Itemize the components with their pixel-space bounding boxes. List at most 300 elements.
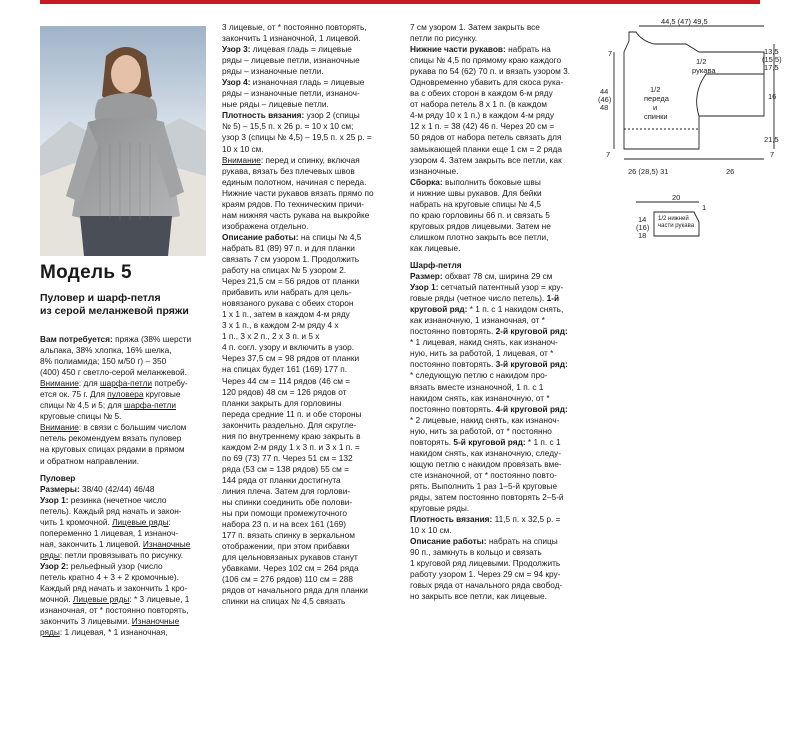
text-run: потребу-	[152, 378, 188, 389]
text-run: и нижние швы рукавов. Для бейки	[410, 187, 542, 198]
text-run: повторять.	[410, 436, 454, 447]
text-line	[222, 563, 394, 574]
text-line	[222, 519, 394, 530]
text-line	[40, 539, 206, 550]
bold-label: Узор 3:	[222, 44, 251, 55]
text-run: говые ряды (четное число петель).	[410, 293, 547, 304]
text-line	[222, 287, 394, 298]
text-line	[410, 459, 578, 470]
text-run: * 1 лицевая, накид снять, как изнаноч-	[410, 337, 558, 348]
text-run: 10 x 10 см.	[410, 525, 452, 536]
text-run: 50 рядов от набора петель связать для	[410, 132, 562, 143]
subtitle-line: из серой меланжевой пряжи	[40, 305, 189, 317]
text-run: ва с обеих сторон в каждом 6-м ряду	[410, 88, 553, 99]
text-run: каждом 2-м ряду 1 x 3 п. и 3 x 1 п. =	[222, 441, 360, 452]
text-line	[40, 572, 206, 583]
text-line	[222, 552, 394, 563]
text-line	[410, 55, 578, 66]
bold-label: Нижние части рукавов:	[410, 44, 506, 55]
text-line	[410, 437, 578, 448]
text-run: 1 п., 3 x 2 п., 2 x 3 п. и 5 x	[222, 331, 320, 342]
text-run: набрать на спицы	[486, 536, 558, 547]
text-run: ную, нить за работой, 1 лицевая, от *	[410, 348, 554, 359]
text-line	[222, 232, 394, 243]
text-line	[40, 444, 206, 455]
text-line	[410, 326, 578, 337]
dim-lower-sleeve-length: 20	[672, 193, 681, 202]
text-line	[40, 583, 206, 594]
text-run: попеременно 1 лицевая, 1 изнаноч-	[40, 527, 179, 538]
underlined-term: Внимание	[40, 422, 79, 433]
text-line	[410, 558, 578, 569]
text-line	[222, 342, 394, 353]
underlined-term: ряды	[40, 627, 60, 638]
text-line	[40, 334, 206, 345]
text-run: закончить 3 лицевыми.	[40, 616, 132, 627]
text-run: нам нижняя часть рукава на выкройке	[222, 209, 370, 220]
label-lower-sleeve: 1/2 нижней части рукава	[658, 216, 695, 229]
text-run: планки закрыть для горловины	[222, 397, 342, 408]
text-line	[410, 569, 578, 580]
bold-label: 4-й круговой ряд:	[495, 403, 568, 414]
text-line	[222, 243, 394, 254]
underlined-term: Изнаночные	[131, 616, 180, 627]
text-line	[40, 594, 206, 605]
underlined-term: ряды	[40, 549, 60, 560]
text-run: как лицевые.	[410, 242, 461, 253]
text-line	[222, 442, 394, 453]
text-run: 10 x 10 см.	[222, 143, 264, 154]
model-subtitle	[40, 292, 210, 318]
text-run: мочной.	[40, 594, 73, 605]
underlined-term: Внимание	[40, 378, 79, 389]
text-line	[222, 210, 394, 221]
text-line	[222, 585, 394, 596]
text-line	[410, 393, 578, 404]
bold-label: Узор 1:	[40, 494, 69, 505]
text-line	[40, 495, 206, 506]
text-line	[410, 415, 578, 426]
text-run: ется ок. 75 г. Для	[40, 389, 108, 400]
text-run: 4 п. согл. узору и включить в узор.	[222, 342, 355, 353]
text-line	[222, 331, 394, 342]
text-line	[40, 605, 206, 616]
text-run: узором 4. Затем закрыть все петли, как	[410, 154, 562, 165]
text-run: изображена отдельно.	[222, 220, 309, 231]
dim-top-width: 44,5 (47) 49,5	[661, 17, 708, 26]
bold-label: 5-й круговой ряд:	[453, 436, 526, 447]
text-line	[410, 503, 578, 514]
bold-label: Вам потребуется:	[40, 334, 113, 344]
text-line	[40, 345, 206, 356]
pattern-schematic	[596, 14, 786, 254]
text-line	[410, 221, 578, 232]
text-run: ная, закончить 1 лицевой.	[40, 538, 143, 549]
underlined-term: Изнаночные	[142, 538, 191, 549]
dim-bottom-half-width: 26 (28,5) 31	[628, 167, 669, 176]
text-line	[222, 110, 394, 121]
text-run: пряжа (38% шерсти	[112, 334, 192, 344]
text-line	[222, 309, 394, 320]
text-line	[222, 55, 394, 66]
text-line	[40, 411, 206, 422]
text-run: 12 x 1 п. = 38 (42) 46 п. Через 20 см =	[410, 121, 555, 132]
bold-label: Пуловер	[40, 472, 76, 483]
text-line	[222, 166, 394, 177]
subtitle-line: Пуловер и шарф-петля	[40, 292, 161, 304]
text-run: изнаночная, от * постоянно повторять,	[40, 605, 189, 616]
text-run: 177 п. вязать спинку в зеркальном	[222, 530, 355, 541]
text-line	[222, 144, 394, 155]
text-run: на круговых спицах рядами в прямом	[40, 444, 185, 455]
text-line	[40, 367, 206, 378]
text-run: убавками. Через 102 см = 264 ряда	[222, 563, 359, 574]
model-photo	[40, 26, 206, 256]
text-run: постоянно повторять.	[410, 359, 496, 370]
text-run: петель кратно 4 + 3 + 2 кромочные).	[40, 571, 179, 582]
text-run: но закрыть все петли, как лицевые.	[410, 591, 547, 602]
text-run: ную, нить за работой, от * постоянно	[410, 425, 552, 436]
text-line	[410, 304, 578, 315]
text-run: круговые спицы № 5.	[40, 411, 122, 422]
text-line	[40, 356, 206, 367]
text-run: постоянно повторять.	[410, 403, 496, 414]
text-line	[410, 370, 578, 381]
text-run: :	[168, 516, 171, 527]
text-run: выполнить боковые швы	[442, 176, 541, 187]
text-line	[40, 389, 206, 400]
text-line	[222, 376, 394, 387]
text-run: на спицах будет 161 (169) 177 п.	[222, 364, 348, 375]
text-run: по 69 (73) 77 п. Через 51 см = 132	[222, 452, 353, 463]
text-line	[410, 199, 578, 210]
text-run: № 5) – 15,5 п. x 26 р. = 10 x 10 см;	[222, 121, 354, 132]
text-run: * 1 п. с 1 накидом снять,	[467, 304, 564, 315]
text-run: Нижние части рукавов вязать прямо по	[222, 187, 374, 198]
text-run: закончить раздельно. Для скругле-	[222, 419, 357, 430]
dim-lower-sleeve-width: 14 (16) 18	[636, 215, 650, 240]
text-line	[222, 33, 394, 44]
text-run: набрать на круговые спицы № 4,5	[410, 198, 542, 209]
text-line	[410, 580, 578, 591]
text-run: Через 37,5 см = 98 рядов от планки	[222, 353, 360, 364]
text-run: постоянно повторять.	[410, 326, 496, 337]
text-line	[410, 271, 578, 282]
text-line	[222, 420, 394, 431]
text-line	[410, 293, 578, 304]
text-run: (106 см = 276 рядов) 110 см = 288	[222, 574, 353, 585]
text-run: ряды, затем постоянно повторять 2–5-й	[410, 491, 564, 502]
text-run: сте изнаночной, от * постоянно повто-	[410, 469, 557, 480]
text-line	[222, 221, 394, 232]
text-line	[40, 506, 206, 517]
text-line	[222, 398, 394, 409]
text-run: 1 x 1 п., затем в каждом 4-м ряду	[222, 309, 350, 320]
text-run: работу узором 1. Через 29 см = 94 кру-	[410, 569, 561, 580]
dim-body-lower: 21,5	[764, 135, 779, 144]
text-run: ния по внутреннему краю закрыть в	[222, 430, 361, 441]
text-line	[40, 616, 206, 627]
text-line	[410, 88, 578, 99]
text-line	[40, 517, 206, 528]
text-run: 3 лицевые, от * постоянно повторять,	[222, 22, 367, 32]
text-run: слишком плотно закрыть все петли,	[410, 231, 549, 242]
text-line	[222, 44, 394, 55]
text-run: спицы № 4,5 по прямому краю каждого	[410, 55, 562, 66]
bold-label: круговой ряд:	[410, 304, 468, 315]
text-line	[410, 404, 578, 415]
text-run: : петли провязывать по рисунку.	[59, 549, 184, 560]
text-run: : * 3 лицевые, 1	[129, 594, 190, 605]
underlined-term: пуловера	[107, 389, 144, 400]
text-line	[222, 199, 394, 210]
text-line	[410, 110, 578, 121]
text-run: (400) 450 г светло-серой меланжевой.	[40, 367, 187, 378]
text-run: 1 круговой ряд лицевыми. Продолжить	[410, 558, 561, 569]
bold-label: Плотность вязания:	[410, 514, 493, 525]
text-column-1	[40, 334, 206, 638]
dim-side-height: 44 (46) 48	[598, 87, 612, 112]
text-run: петель). Каждый ряд начать и закон-	[40, 505, 182, 516]
text-line	[410, 66, 578, 77]
text-run: лицевая гладь = лицевые	[250, 44, 352, 55]
text-line	[222, 66, 394, 77]
text-run: накидом снять, как изнаночную, следу-	[410, 447, 561, 458]
text-line	[222, 265, 394, 276]
text-line	[222, 497, 394, 508]
text-line	[410, 22, 578, 33]
text-line	[222, 298, 394, 309]
text-line	[410, 166, 578, 177]
text-run: работу на спицах № 5 узором 2.	[222, 265, 347, 276]
text-line	[222, 121, 394, 132]
text-run: изнаночная гладь = лицевые	[250, 77, 365, 88]
text-line	[410, 536, 578, 547]
text-run: рядов от начального ряда для планки	[222, 585, 368, 596]
text-run: узор 2 (спицы	[304, 110, 360, 121]
text-run: и обратном направлении.	[40, 455, 140, 466]
bold-label: 2-й круговой ряд:	[495, 326, 568, 337]
text-run: набрать на	[505, 44, 551, 55]
text-line	[410, 315, 578, 326]
bold-label: Шарф-петля	[410, 259, 462, 270]
text-run: : в связи с большим числом	[78, 422, 187, 433]
text-line	[40, 400, 206, 411]
text-run: спицы № 4,5 и 5; для	[40, 400, 124, 411]
text-line	[40, 378, 206, 389]
text-run: петель рекомендуем вязать пуловер	[40, 433, 182, 444]
text-run: говых ряда от начального ряда свобод-	[410, 580, 563, 591]
text-line	[222, 254, 394, 265]
bold-label: Узор 1:	[410, 282, 439, 293]
text-line	[410, 155, 578, 166]
text-line	[410, 132, 578, 143]
text-run: рять. Выполнить 1 раз 1–5-й круговые	[410, 480, 558, 491]
bold-label: Узор 2:	[40, 560, 69, 571]
text-run: для цельновязаных рукавов станут	[222, 552, 358, 563]
text-line	[40, 433, 206, 444]
text-run: рукава, вязать без плечевых швов	[222, 165, 355, 176]
text-line	[222, 486, 394, 497]
text-run: линия плеча. Затем для горлови-	[222, 485, 351, 496]
text-line	[222, 188, 394, 199]
text-run: ряды – изнаночные петли.	[222, 66, 324, 77]
text-column-2	[222, 22, 394, 607]
text-run: изнаночные.	[410, 165, 459, 176]
text-line	[410, 470, 578, 481]
text-line	[410, 359, 578, 370]
text-line	[410, 232, 578, 243]
text-run: закончить 1 изнаночной, 1 лицевой.	[222, 33, 361, 44]
text-run: круговые	[143, 389, 181, 400]
text-run: Каждый ряд начать и закончить 1 кро-	[40, 583, 188, 594]
text-run: набора 23 п. и на всех 161 (169)	[222, 519, 347, 530]
bold-label: Плотность вязания:	[222, 110, 305, 121]
text-line	[40, 473, 206, 484]
bold-label: Описание работы:	[222, 231, 299, 242]
text-run: Одновременно убавить для скоса рука-	[410, 77, 564, 88]
text-run: резинка (нечетное число	[68, 494, 167, 505]
text-run: связать 7 см узором 1. Продолжить	[222, 253, 360, 264]
text-line	[222, 453, 394, 464]
text-run: Через 21,5 см = 56 рядов от планки	[222, 276, 360, 287]
text-line	[410, 514, 578, 525]
dim-bottom-sleeve: 26	[726, 167, 735, 176]
text-run: 144 ряда от планки достигнута	[222, 474, 341, 485]
text-run: рукава по 54 (62) 70 п. и вязать узором 3.	[410, 66, 571, 77]
text-run: сетчатый патентный узор = кру-	[438, 282, 564, 293]
text-run: : 1 лицевая, * 1 изнаночная,	[59, 627, 168, 638]
text-line	[40, 484, 206, 495]
text-line	[40, 422, 206, 433]
text-line	[222, 541, 394, 552]
text-run: 120 рядов) 48 см = 126 рядов от	[222, 386, 347, 397]
text-run: единым полотном, начиная с переда.	[222, 176, 367, 187]
text-line	[410, 492, 578, 503]
text-run: * 1 п. с 1	[525, 436, 561, 447]
dim-lower-sleeve-band: 1	[702, 203, 707, 212]
text-line	[410, 210, 578, 221]
text-run: краям рядов. По техническим причи-	[222, 198, 365, 209]
text-run: петли по рисунку.	[410, 33, 478, 44]
text-run: ны при помощи промежуточного	[222, 508, 347, 519]
text-run: 11,5 п. x 32,5 р. =	[492, 514, 561, 525]
dim-neck-depth: 7	[608, 49, 613, 58]
dim-shoulder-drop: 13,5 (15,5) 17,5	[762, 47, 782, 72]
underlined-term: шарфа-петли	[124, 400, 177, 411]
text-run: вязать вместе изнаночной, 1 п. с 1	[410, 381, 544, 392]
text-line	[222, 353, 394, 364]
text-run: : перед и спинку, включая	[260, 154, 360, 165]
text-line	[222, 132, 394, 143]
text-line	[222, 574, 394, 585]
text-line	[222, 99, 394, 110]
text-run: круговые ряды.	[410, 503, 470, 514]
text-line	[410, 33, 578, 44]
dim-band-left: 7	[606, 150, 611, 159]
text-run: ряда (53 см = 138 рядов) 55 см =	[222, 463, 350, 474]
text-line	[410, 547, 578, 558]
text-run: чить 1 кромочной.	[40, 516, 113, 527]
text-line	[222, 409, 394, 420]
underlined-term: Лицевые ряды	[112, 516, 169, 527]
underlined-term: Лицевые ряды	[72, 594, 130, 605]
text-run: ны спинки соединить обе полови-	[222, 497, 353, 508]
text-line	[222, 508, 394, 519]
text-line	[222, 276, 394, 287]
text-line	[410, 348, 578, 359]
text-line	[222, 464, 394, 475]
text-line	[410, 525, 578, 536]
text-run: 38/40 (42/44) 46/48	[82, 483, 155, 494]
text-line	[410, 591, 578, 602]
text-run: круговых рядов лицевыми. Затем не	[410, 220, 551, 231]
text-run: : для	[78, 378, 100, 389]
text-line	[222, 320, 394, 331]
text-line	[410, 426, 578, 437]
text-run: ные ряды – лицевые петли.	[222, 99, 329, 110]
text-line	[410, 144, 578, 155]
top-accent-rule	[40, 0, 760, 4]
text-run: рельефный узор (число	[68, 560, 163, 571]
text-run: * следующую петлю с накидом про-	[410, 370, 548, 381]
text-line	[410, 260, 578, 271]
text-line	[222, 177, 394, 188]
underlined-term: Внимание	[222, 154, 261, 165]
model-photo-illustration	[40, 26, 206, 256]
text-run: 8% полиамида; 150 м/50 г) – 350	[40, 356, 167, 367]
text-line	[410, 177, 578, 188]
text-line	[410, 282, 578, 293]
bold-label: 3-й круговой ряд:	[495, 359, 568, 370]
text-line	[410, 77, 578, 88]
text-line	[222, 387, 394, 398]
text-line	[410, 121, 578, 132]
text-line	[222, 88, 394, 99]
text-line	[410, 188, 578, 199]
text-run: 7 см узором 1. Затем закрыть все	[410, 22, 540, 32]
model-title: Модель 5	[40, 262, 132, 283]
text-run: Через 44 см = 114 рядов (46 см =	[222, 375, 351, 386]
text-run: узор 3 (спицы № 4,5) – 19,5 п. x 25 р. =	[222, 132, 372, 143]
text-run: замыкающей планки еще 1 см = 2 ряда	[410, 143, 563, 154]
text-run: альпака, 38% хлопка, 16% шелка,	[40, 345, 172, 356]
text-run: набрать 81 (89) 97 п. и для планки	[222, 242, 355, 253]
text-line	[222, 596, 394, 607]
text-line	[410, 243, 578, 254]
bold-label: Размеры:	[40, 483, 83, 494]
dim-armhole: 16	[768, 92, 777, 101]
text-line	[40, 561, 206, 572]
text-line	[40, 528, 206, 539]
text-run: 3 x 1 п., в каждом 2-м ряду 4 x	[222, 320, 339, 331]
label-sleeve: 1/2 рукава	[692, 57, 716, 75]
bold-label: Описание работы:	[410, 536, 487, 547]
text-run: от набора петель 8 x 1 п. (в каждом	[410, 99, 547, 110]
text-run: ряды – лицевые петли, изнаночные	[222, 55, 360, 66]
text-line	[410, 44, 578, 55]
bold-label: 1-й	[546, 293, 560, 304]
text-run: по краю горловины 66 п. и связать 5	[410, 209, 550, 220]
text-run: * 2 лицевые, накид снять, как изнаноч-	[410, 414, 560, 425]
text-run: 90 п., замкнуть в кольцо и связать	[410, 547, 542, 558]
text-run: ряды – изнаночные петли, изнаноч-	[222, 88, 360, 99]
text-run: переда средние 11 п. и обе стороны	[222, 408, 362, 419]
text-run: спинки на спицах № 4,5 связать	[222, 596, 346, 607]
text-run: ющую петлю с накидом провязать вме-	[410, 458, 562, 469]
text-run: накидом снять, как изнаночную, от *	[410, 392, 550, 403]
text-line	[410, 99, 578, 110]
